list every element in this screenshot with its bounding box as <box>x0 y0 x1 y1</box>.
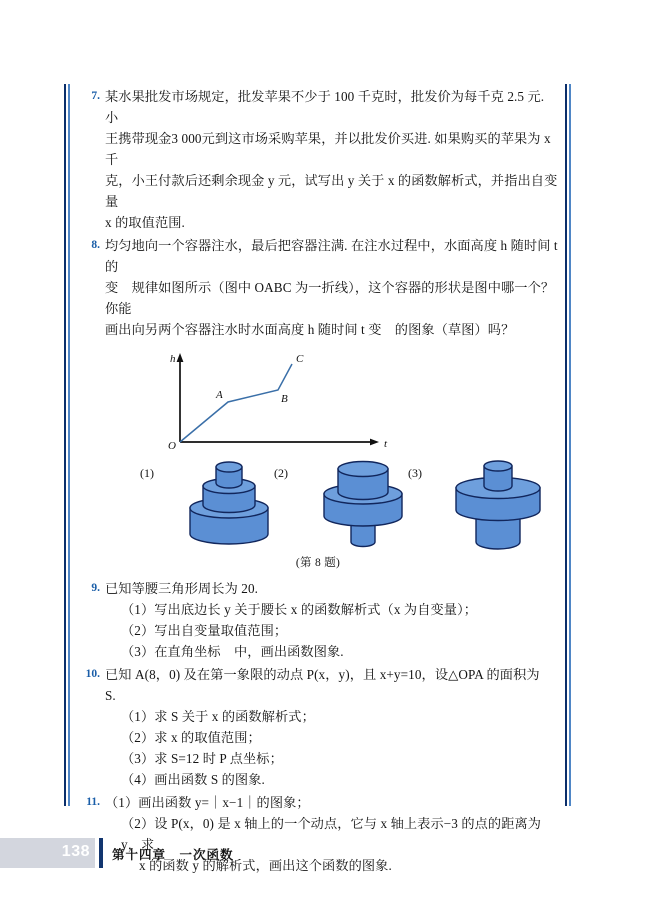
problem-7 <box>78 86 558 233</box>
problem-line: 克，小王付款后还剩余现金 y 元，试写出 y 关于 x 的函数解析式，并指出自变量 <box>105 173 558 209</box>
problem-text <box>105 235 562 340</box>
problem-number: 9. <box>91 582 100 594</box>
problem-line: （1）求 S 关于 x 的函数解析式； <box>121 709 315 724</box>
point-label-c: C <box>296 353 304 365</box>
y-axis-label: h <box>170 353 176 365</box>
problem-line: 已知等腰三角形周长为 20. <box>105 581 259 596</box>
polyline-oabc <box>180 364 292 442</box>
container-3 <box>440 458 556 550</box>
problem-line: x 的取值范围. <box>105 215 185 230</box>
problem-line: x 的函数 y 的解析式，画出这个函数的图象. <box>139 858 392 873</box>
container-2 <box>308 458 418 550</box>
page-number: 138 <box>61 843 90 860</box>
problem-8 <box>78 235 562 340</box>
page-footer <box>0 838 650 872</box>
problem-number: 11. <box>86 796 100 808</box>
x-axis-arrow-icon <box>370 439 379 446</box>
left-border-dark <box>64 84 66 806</box>
problem-line: 变 规律如图所示（图中 OABC 为一折线），这个容器的形状是图中哪一个？你能 <box>105 280 555 316</box>
problem-line: 某水果批发市场规定，批发苹果不少于 100 千克时，批发价为每千克 2.5 元. 小 <box>105 89 548 125</box>
point-label-b: B <box>281 393 288 405</box>
problem-line: 已知 A(8，0) 及在第一象限的动点 P(x，y)，且 x+y=10，设△OPA 的面积为 <box>105 667 540 682</box>
h-t-line-graph <box>150 346 410 452</box>
problem-line: （3）在直角坐标 中，画出函数图象. <box>121 644 344 659</box>
left-border-light <box>68 84 70 806</box>
problem-line: （3）求 S=12 时 P 点坐标； <box>121 751 283 766</box>
problem-line: 均匀地向一个容器注水，最后把容器注满. 在注水过程中，水面高度 h 随时间 t 的 <box>105 238 562 274</box>
y-axis-arrow-icon <box>177 353 184 362</box>
problem-number: 8. <box>91 239 100 251</box>
figure-graph-wrap <box>78 346 558 454</box>
problem-number: 10. <box>85 668 100 680</box>
problem-9 <box>78 578 558 662</box>
problem-number: 7. <box>91 90 100 102</box>
container-label-3: (3) <box>408 466 422 480</box>
problem-line: （1）画出函数 y=｜x−1｜的图象； <box>105 795 310 810</box>
exercise-list <box>78 86 562 878</box>
problem-line: （2）求 x 的取值范围； <box>121 730 261 745</box>
footer-divider <box>99 838 103 868</box>
problem-line: （1）写出底边长 y 关于腰长 x 的函数解析式（x 为自变量）； <box>121 602 478 617</box>
x-axis-label: t <box>384 438 388 450</box>
right-border-light <box>569 84 571 806</box>
container-label-2: (2) <box>274 466 288 480</box>
container-label-1: (1) <box>140 466 154 480</box>
point-label-a: A <box>216 389 223 401</box>
problem-line: （4）画出函数 S 的图象. <box>121 772 265 787</box>
problem-line: S. <box>105 688 116 703</box>
problem-text <box>105 578 558 662</box>
figure-caption: (第 8 题) <box>295 557 341 569</box>
problem-text <box>105 86 558 233</box>
right-border-dark <box>565 84 567 806</box>
problem-line: 画出向另两个容器注水时水面高度 h 随时间 t 变 的图象（草图）吗？ <box>105 322 515 337</box>
container-figures <box>78 458 558 550</box>
problem-line: 王携带现金3 000元到这市场采购苹果，并以批发价买进. 如果购买的苹果为 x 千 <box>105 131 555 167</box>
problem-line: （2）设 P(x，0) 是 x 轴上的一个动点，它与 x 轴上表示−3 的点的距离为 y，求 <box>121 816 545 852</box>
problem-text <box>105 664 558 790</box>
container-1 <box>174 458 284 550</box>
origin-label: O <box>168 440 176 452</box>
problem-line: （2）写出自变量取值范围； <box>121 623 288 638</box>
chapter-title: 第十四章 一次函数 <box>112 848 234 862</box>
problem-10 <box>78 664 558 790</box>
